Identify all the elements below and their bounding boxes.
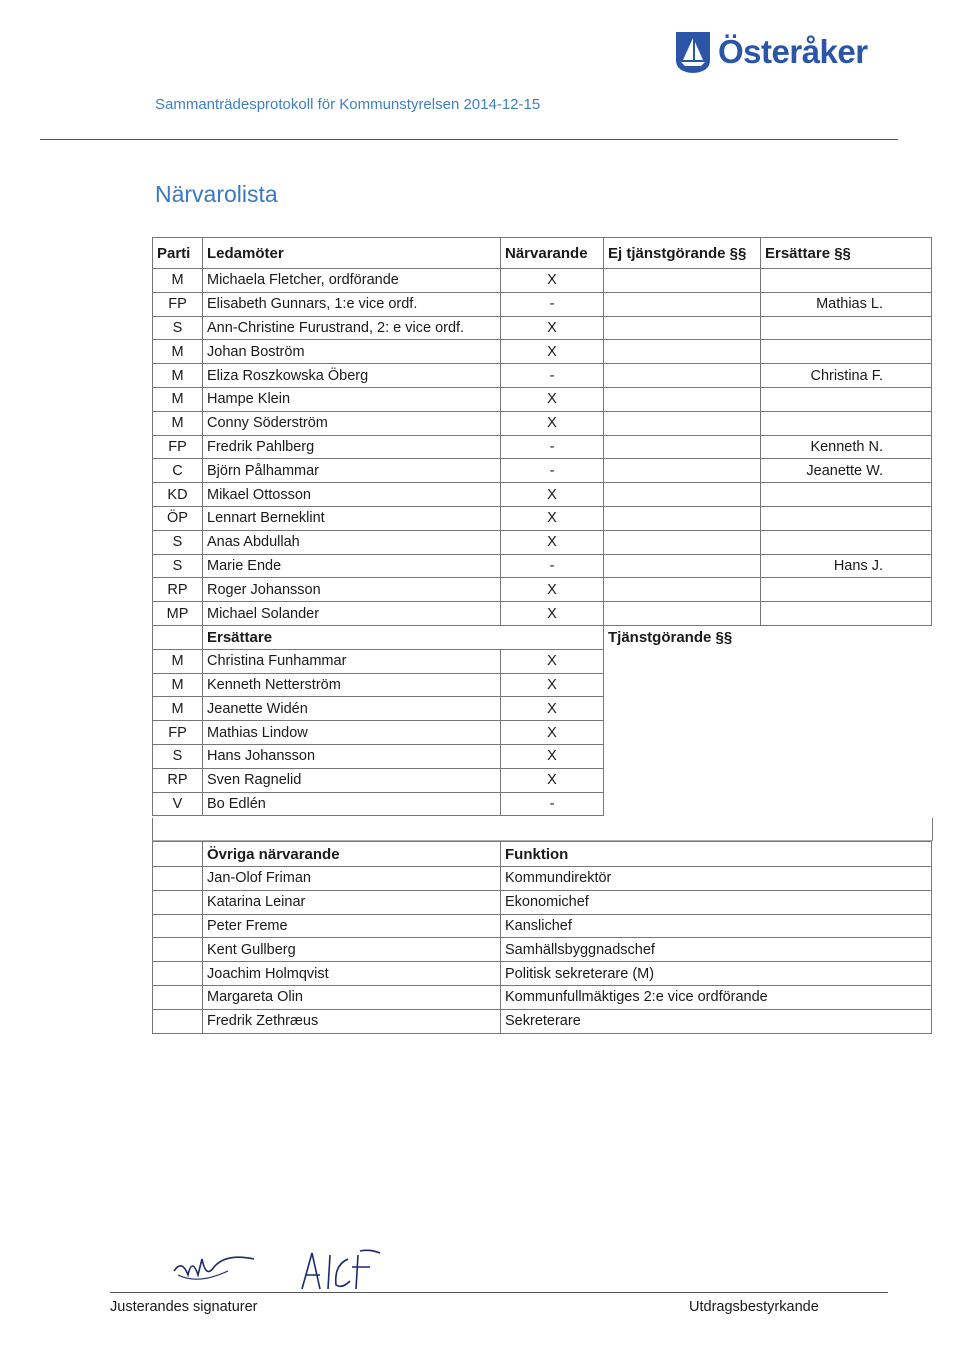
member-name-cell: Eliza Roszkowska Öberg <box>203 364 501 388</box>
substitute-cell: Jeanette W. <box>761 459 932 483</box>
party-cell: KD <box>153 483 203 507</box>
present-cell: X <box>501 506 604 530</box>
serving-cell <box>604 649 932 673</box>
not-serving-cell <box>604 602 761 626</box>
others-row <box>153 914 932 938</box>
others-function-cell: Kommundirektör <box>501 867 932 891</box>
others-row <box>153 890 932 914</box>
substitute-name-cell: Mathias Lindow <box>203 721 501 745</box>
others-row <box>153 985 932 1009</box>
member-row <box>153 602 932 626</box>
present-cell: - <box>501 792 604 816</box>
member-name-cell: Conny Söderström <box>203 411 501 435</box>
member-name-cell: Johan Boström <box>203 340 501 364</box>
present-cell: - <box>501 364 604 388</box>
not-serving-cell <box>604 316 761 340</box>
member-row <box>153 578 932 602</box>
substitute-cell: Kenneth N. <box>761 435 932 459</box>
col-header-members: Ledamöter <box>203 238 501 269</box>
party-cell: RP <box>153 578 203 602</box>
substitutes-label: Ersättare <box>203 625 501 649</box>
col-header-others: Övriga närvarande <box>203 842 501 867</box>
signature-2 <box>296 1245 386 1293</box>
member-row <box>153 292 932 316</box>
substitute-name-cell: Christina Funhammar <box>203 649 501 673</box>
substitute-cell <box>761 483 932 507</box>
present-cell: X <box>501 530 604 554</box>
member-row <box>153 506 932 530</box>
party-cell: C <box>153 459 203 483</box>
member-row <box>153 364 932 388</box>
present-cell: X <box>501 316 604 340</box>
member-name-cell: Michael Solander <box>203 602 501 626</box>
party-cell: S <box>153 554 203 578</box>
others-name-cell: Fredrik Zethræus <box>203 1009 501 1033</box>
serving-cell <box>604 792 932 816</box>
substitute-row <box>153 768 932 792</box>
member-row <box>153 269 932 293</box>
party-cell: M <box>153 673 203 697</box>
not-serving-cell <box>604 269 761 293</box>
not-serving-cell <box>604 459 761 483</box>
signature-line <box>110 1292 888 1293</box>
footer-signatures-label: Justerandes signaturer <box>110 1299 258 1315</box>
member-name-cell: Michaela Fletcher, ordförande <box>203 269 501 293</box>
not-serving-cell <box>604 340 761 364</box>
present-cell: - <box>501 554 604 578</box>
member-row <box>153 435 932 459</box>
others-name-cell: Kent Gullberg <box>203 938 501 962</box>
section-party-blank <box>153 625 203 649</box>
col-header-party: Parti <box>153 238 203 269</box>
member-name-cell: Fredrik Pahlberg <box>203 435 501 459</box>
col-header-function: Funktion <box>501 842 932 867</box>
substitute-cell <box>761 340 932 364</box>
table-separator <box>152 818 933 841</box>
serving-cell <box>604 744 932 768</box>
others-name-cell: Joachim Holmqvist <box>203 962 501 986</box>
others-function-cell: Samhällsbyggnadschef <box>501 938 932 962</box>
others-blank-cell <box>153 938 203 962</box>
substitute-cell <box>761 602 932 626</box>
attendance-header-row <box>153 238 932 269</box>
party-cell: M <box>153 387 203 411</box>
others-function-cell: Ekonomichef <box>501 890 932 914</box>
not-serving-cell <box>604 578 761 602</box>
member-row <box>153 530 932 554</box>
party-cell: M <box>153 269 203 293</box>
present-cell: X <box>501 649 604 673</box>
footer-extract-label: Utdragsbestyrkande <box>689 1299 819 1315</box>
party-cell: M <box>153 411 203 435</box>
others-name-cell: Jan-Olof Friman <box>203 867 501 891</box>
serving-cell <box>604 768 932 792</box>
others-blank-cell <box>153 867 203 891</box>
others-blank-cell <box>153 890 203 914</box>
party-cell: MP <box>153 602 203 626</box>
substitute-cell <box>761 530 932 554</box>
substitutes-section-row <box>153 625 932 649</box>
others-present-table <box>152 841 932 1034</box>
substitute-row <box>153 721 932 745</box>
member-name-cell: Marie Ende <box>203 554 501 578</box>
party-cell: FP <box>153 435 203 459</box>
member-row <box>153 459 932 483</box>
present-cell: - <box>501 435 604 459</box>
present-cell: X <box>501 744 604 768</box>
present-cell: X <box>501 483 604 507</box>
substitute-cell: Mathias L. <box>761 292 932 316</box>
party-cell: V <box>153 792 203 816</box>
others-blank-cell <box>153 914 203 938</box>
serving-cell <box>604 697 932 721</box>
others-name-cell: Katarina Leinar <box>203 890 501 914</box>
col-header-not-serving: Ej tjänstgörande §§ <box>604 238 761 269</box>
member-name-cell: Lennart Berneklint <box>203 506 501 530</box>
substitute-row <box>153 673 932 697</box>
document-header: Sammanträdesprotokoll för Kommunstyrelsen 2014-12-15 <box>155 96 541 113</box>
serving-cell <box>604 673 932 697</box>
present-cell: - <box>501 459 604 483</box>
present-cell: X <box>501 387 604 411</box>
present-cell: X <box>501 340 604 364</box>
not-serving-cell <box>604 435 761 459</box>
substitute-name-cell: Sven Ragnelid <box>203 768 501 792</box>
others-name-cell: Margareta Olin <box>203 985 501 1009</box>
logo-text: Österåker <box>718 33 868 70</box>
substitute-cell <box>761 411 932 435</box>
not-serving-cell <box>604 292 761 316</box>
header-divider <box>40 139 898 140</box>
not-serving-cell <box>604 554 761 578</box>
substitute-cell <box>761 316 932 340</box>
member-name-cell: Roger Johansson <box>203 578 501 602</box>
others-blank-cell <box>153 962 203 986</box>
others-blank-cell <box>153 1009 203 1033</box>
page-title: Närvarolista <box>155 181 278 207</box>
member-name-cell: Anas Abdullah <box>203 530 501 554</box>
col-header-present: Närvarande <box>501 238 604 269</box>
others-row <box>153 867 932 891</box>
substitute-cell <box>761 269 932 293</box>
member-row <box>153 411 932 435</box>
others-row <box>153 962 932 986</box>
substitute-row <box>153 792 932 816</box>
others-function-cell: Kommunfullmäktiges 2:e vice ordförande <box>501 985 932 1009</box>
present-cell: X <box>501 269 604 293</box>
present-cell: X <box>501 578 604 602</box>
others-function-cell: Kanslichef <box>501 914 932 938</box>
not-serving-cell <box>604 506 761 530</box>
substitute-cell <box>761 387 932 411</box>
substitute-row <box>153 649 932 673</box>
member-row <box>153 316 932 340</box>
party-cell: M <box>153 340 203 364</box>
not-serving-cell <box>604 483 761 507</box>
substitute-cell: Christina F. <box>761 364 932 388</box>
others-blank-cell <box>153 985 203 1009</box>
member-name-cell: Ann-Christine Furustrand, 2: e vice ordf. <box>203 316 501 340</box>
present-cell: X <box>501 411 604 435</box>
sailboat-logo-icon <box>674 30 712 74</box>
serving-label: Tjänstgörande §§ <box>608 629 733 647</box>
substitute-cell: Hans J. <box>761 554 932 578</box>
col-header-substitute: Ersättare §§ <box>761 238 932 269</box>
party-cell: RP <box>153 768 203 792</box>
party-cell: FP <box>153 292 203 316</box>
section-present-blank <box>501 625 604 649</box>
present-cell: X <box>501 768 604 792</box>
present-cell: X <box>501 697 604 721</box>
substitute-row <box>153 744 932 768</box>
attendance-table <box>152 237 932 816</box>
not-serving-cell <box>604 387 761 411</box>
party-cell: S <box>153 316 203 340</box>
substitute-name-cell: Hans Johansson <box>203 744 501 768</box>
substitute-name-cell: Bo Edlén <box>203 792 501 816</box>
substitute-cell <box>761 578 932 602</box>
party-cell: M <box>153 649 203 673</box>
others-row <box>153 1009 932 1033</box>
others-function-cell: Politisk sekreterare (M) <box>501 962 932 986</box>
present-cell: X <box>501 673 604 697</box>
member-row <box>153 483 932 507</box>
party-cell: S <box>153 744 203 768</box>
signature-1 <box>168 1245 258 1289</box>
member-name-cell: Hampe Klein <box>203 387 501 411</box>
party-cell: FP <box>153 721 203 745</box>
present-cell: - <box>501 292 604 316</box>
others-function-cell: Sekreterare <box>501 1009 932 1033</box>
serving-cell <box>604 721 932 745</box>
party-cell: ÖP <box>153 506 203 530</box>
party-cell: S <box>153 530 203 554</box>
present-cell: X <box>501 602 604 626</box>
others-header-row <box>153 842 932 867</box>
substitute-row <box>153 697 932 721</box>
party-cell: M <box>153 364 203 388</box>
member-row <box>153 554 932 578</box>
not-serving-cell <box>604 411 761 435</box>
member-row <box>153 387 932 411</box>
party-cell: M <box>153 697 203 721</box>
substitute-name-cell: Jeanette Widén <box>203 697 501 721</box>
others-name-cell: Peter Freme <box>203 914 501 938</box>
member-name-cell: Björn Pålhammar <box>203 459 501 483</box>
member-name-cell: Mikael Ottosson <box>203 483 501 507</box>
substitute-cell <box>761 506 932 530</box>
present-cell: X <box>501 721 604 745</box>
logo <box>674 30 868 74</box>
others-blank-cell <box>153 842 203 867</box>
substitute-name-cell: Kenneth Netterström <box>203 673 501 697</box>
member-name-cell: Elisabeth Gunnars, 1:e vice ordf. <box>203 292 501 316</box>
member-row <box>153 340 932 364</box>
not-serving-cell <box>604 530 761 554</box>
others-row <box>153 938 932 962</box>
not-serving-cell <box>604 364 761 388</box>
